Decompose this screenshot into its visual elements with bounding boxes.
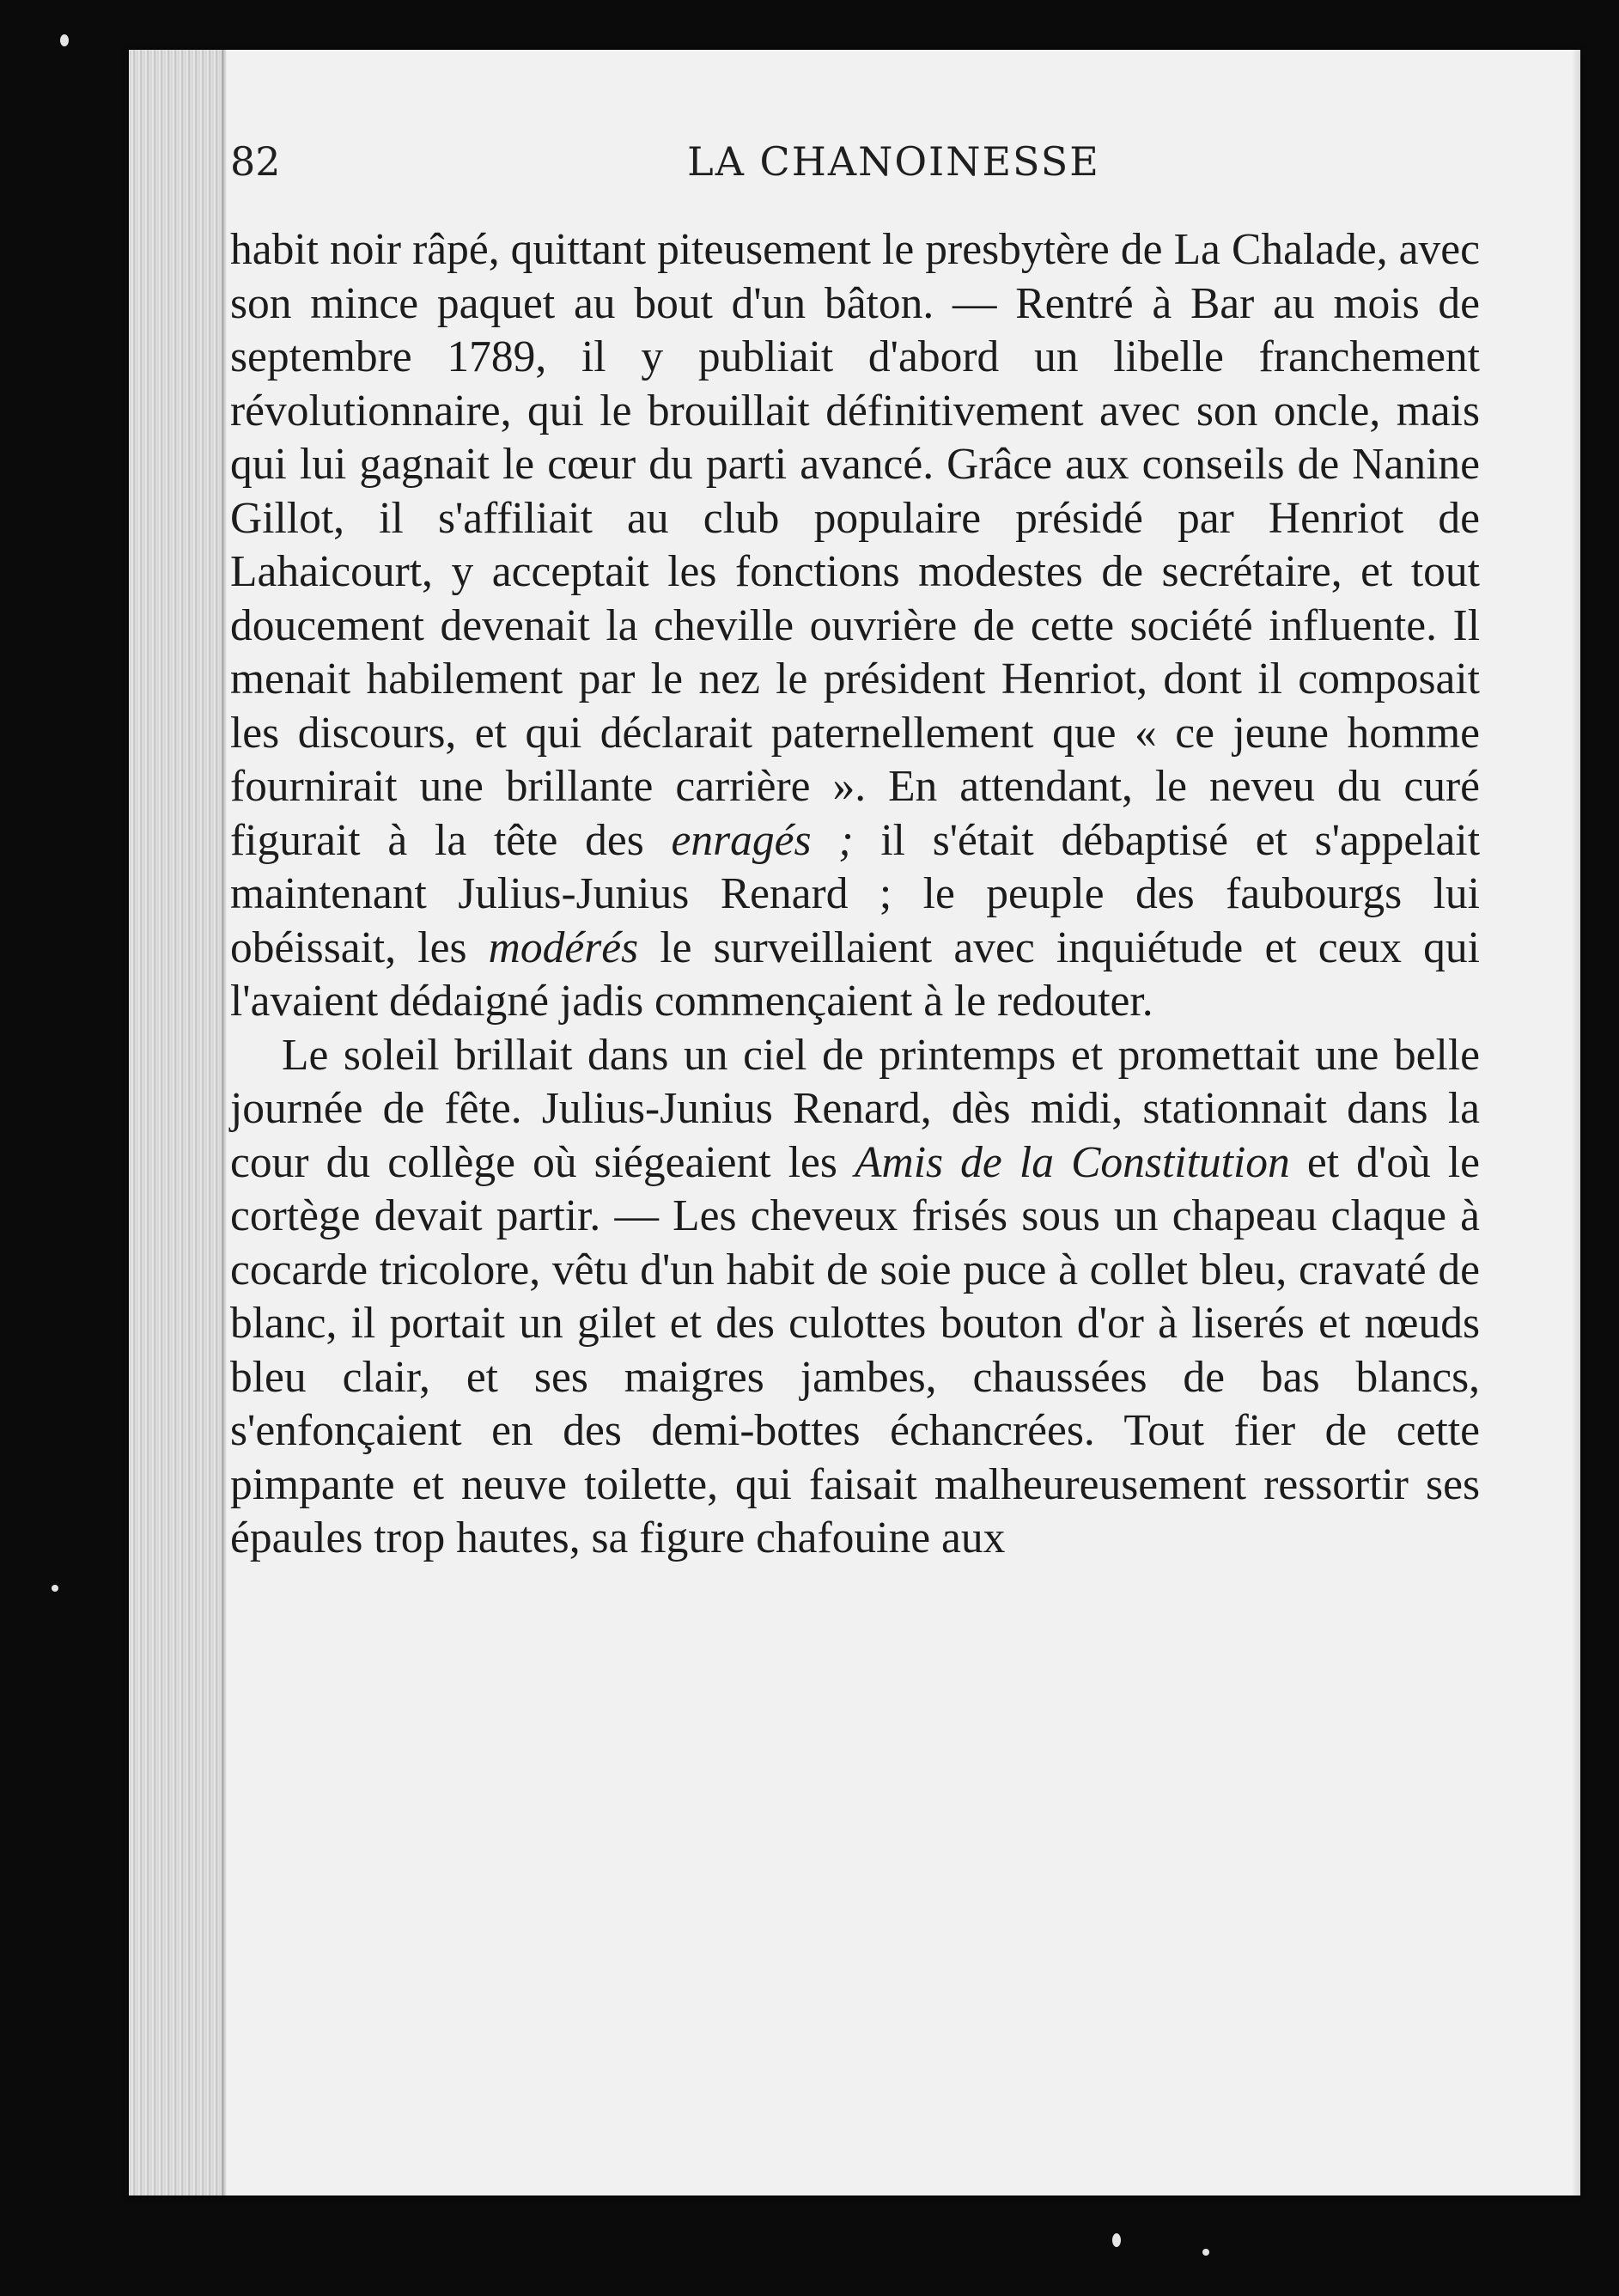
text-segment: Le soleil brillait dans un ciel de printemps et promettait une belle journée de fête. Julius-Junius Renard, dès midi, stationnait dans la cour du collège où siégeaient les — [230, 1030, 1480, 1187]
scan-speck — [52, 1585, 58, 1592]
page-header — [230, 136, 1480, 187]
scan-speck — [1202, 2249, 1209, 2256]
body-text — [230, 223, 1480, 1566]
running-title: LA CHANOINESSE — [687, 138, 1100, 185]
text-segment: et d'où le cortège devait partir. — Les cheveux frisés sous un chapeau claque à cocarde tricolore, vêtu d'un habit de soie puce à collet bleu, cravaté de blanc, il portait un gilet et des culottes bouton d'or à liserés et nœuds bleu clair, et ses maigres jambes, chaussées de bas blancs, s'enfonçaient en des demi-bottes échancrées. Tout fier de cette pimpante et neuve toilette, qui faisait malheureusement ressortir ses épaules trop hautes, sa figure chafouine aux — [230, 1137, 1480, 1562]
page-number: 82 — [230, 138, 281, 185]
italic-term: enragés ; — [671, 815, 854, 865]
text-segment: le surveillaient avec inquiétude et ceux qui l'avaient dédaigné jadis commençaient à le redouter. — [230, 923, 1480, 1026]
paragraph-1 — [230, 223, 1480, 1029]
paragraph-2 — [230, 1029, 1480, 1566]
italic-term: Amis de la Constitution — [855, 1137, 1290, 1187]
scan-speck — [60, 34, 69, 46]
page-right-edge — [1572, 50, 1580, 2196]
italic-term: modérés — [488, 923, 639, 972]
page-edge-stack — [129, 50, 222, 2196]
text-segment: habit noir râpé, quittant piteusement le presbytère de La Chalade, avec son mince paquet au bout d'un bâton. — Rentré à Bar au mois de septembre 1789, il y publiait d'abord un libelle franchement révolutionnaire, qui le brouillait définitivement avec son oncle, mais qui lui gagnait le cœur du parti avancé. Grâce aux conseils de Nanine Gillot, il s'affiliait au club populaire présidé par Henriot de Lahaicourt, y acceptait les fonctions modestes de secrétaire, et tout doucement devenait la cheville ouvrière de cette société influente. Il menait habilement par le nez le président Henriot, dont il composait les discours, et qui déclarait paternellement que « ce jeune homme fournirait une brillante carrière ». En attendant, le neveu du curé figurait à la tête des — [230, 225, 1480, 865]
text-segment: il s'était débaptisé et s'appelait maintenant Julius-Junius Renard ; le peuple des faubourgs lui obéissait, les — [230, 815, 1481, 972]
scan-speck — [1112, 2233, 1121, 2247]
